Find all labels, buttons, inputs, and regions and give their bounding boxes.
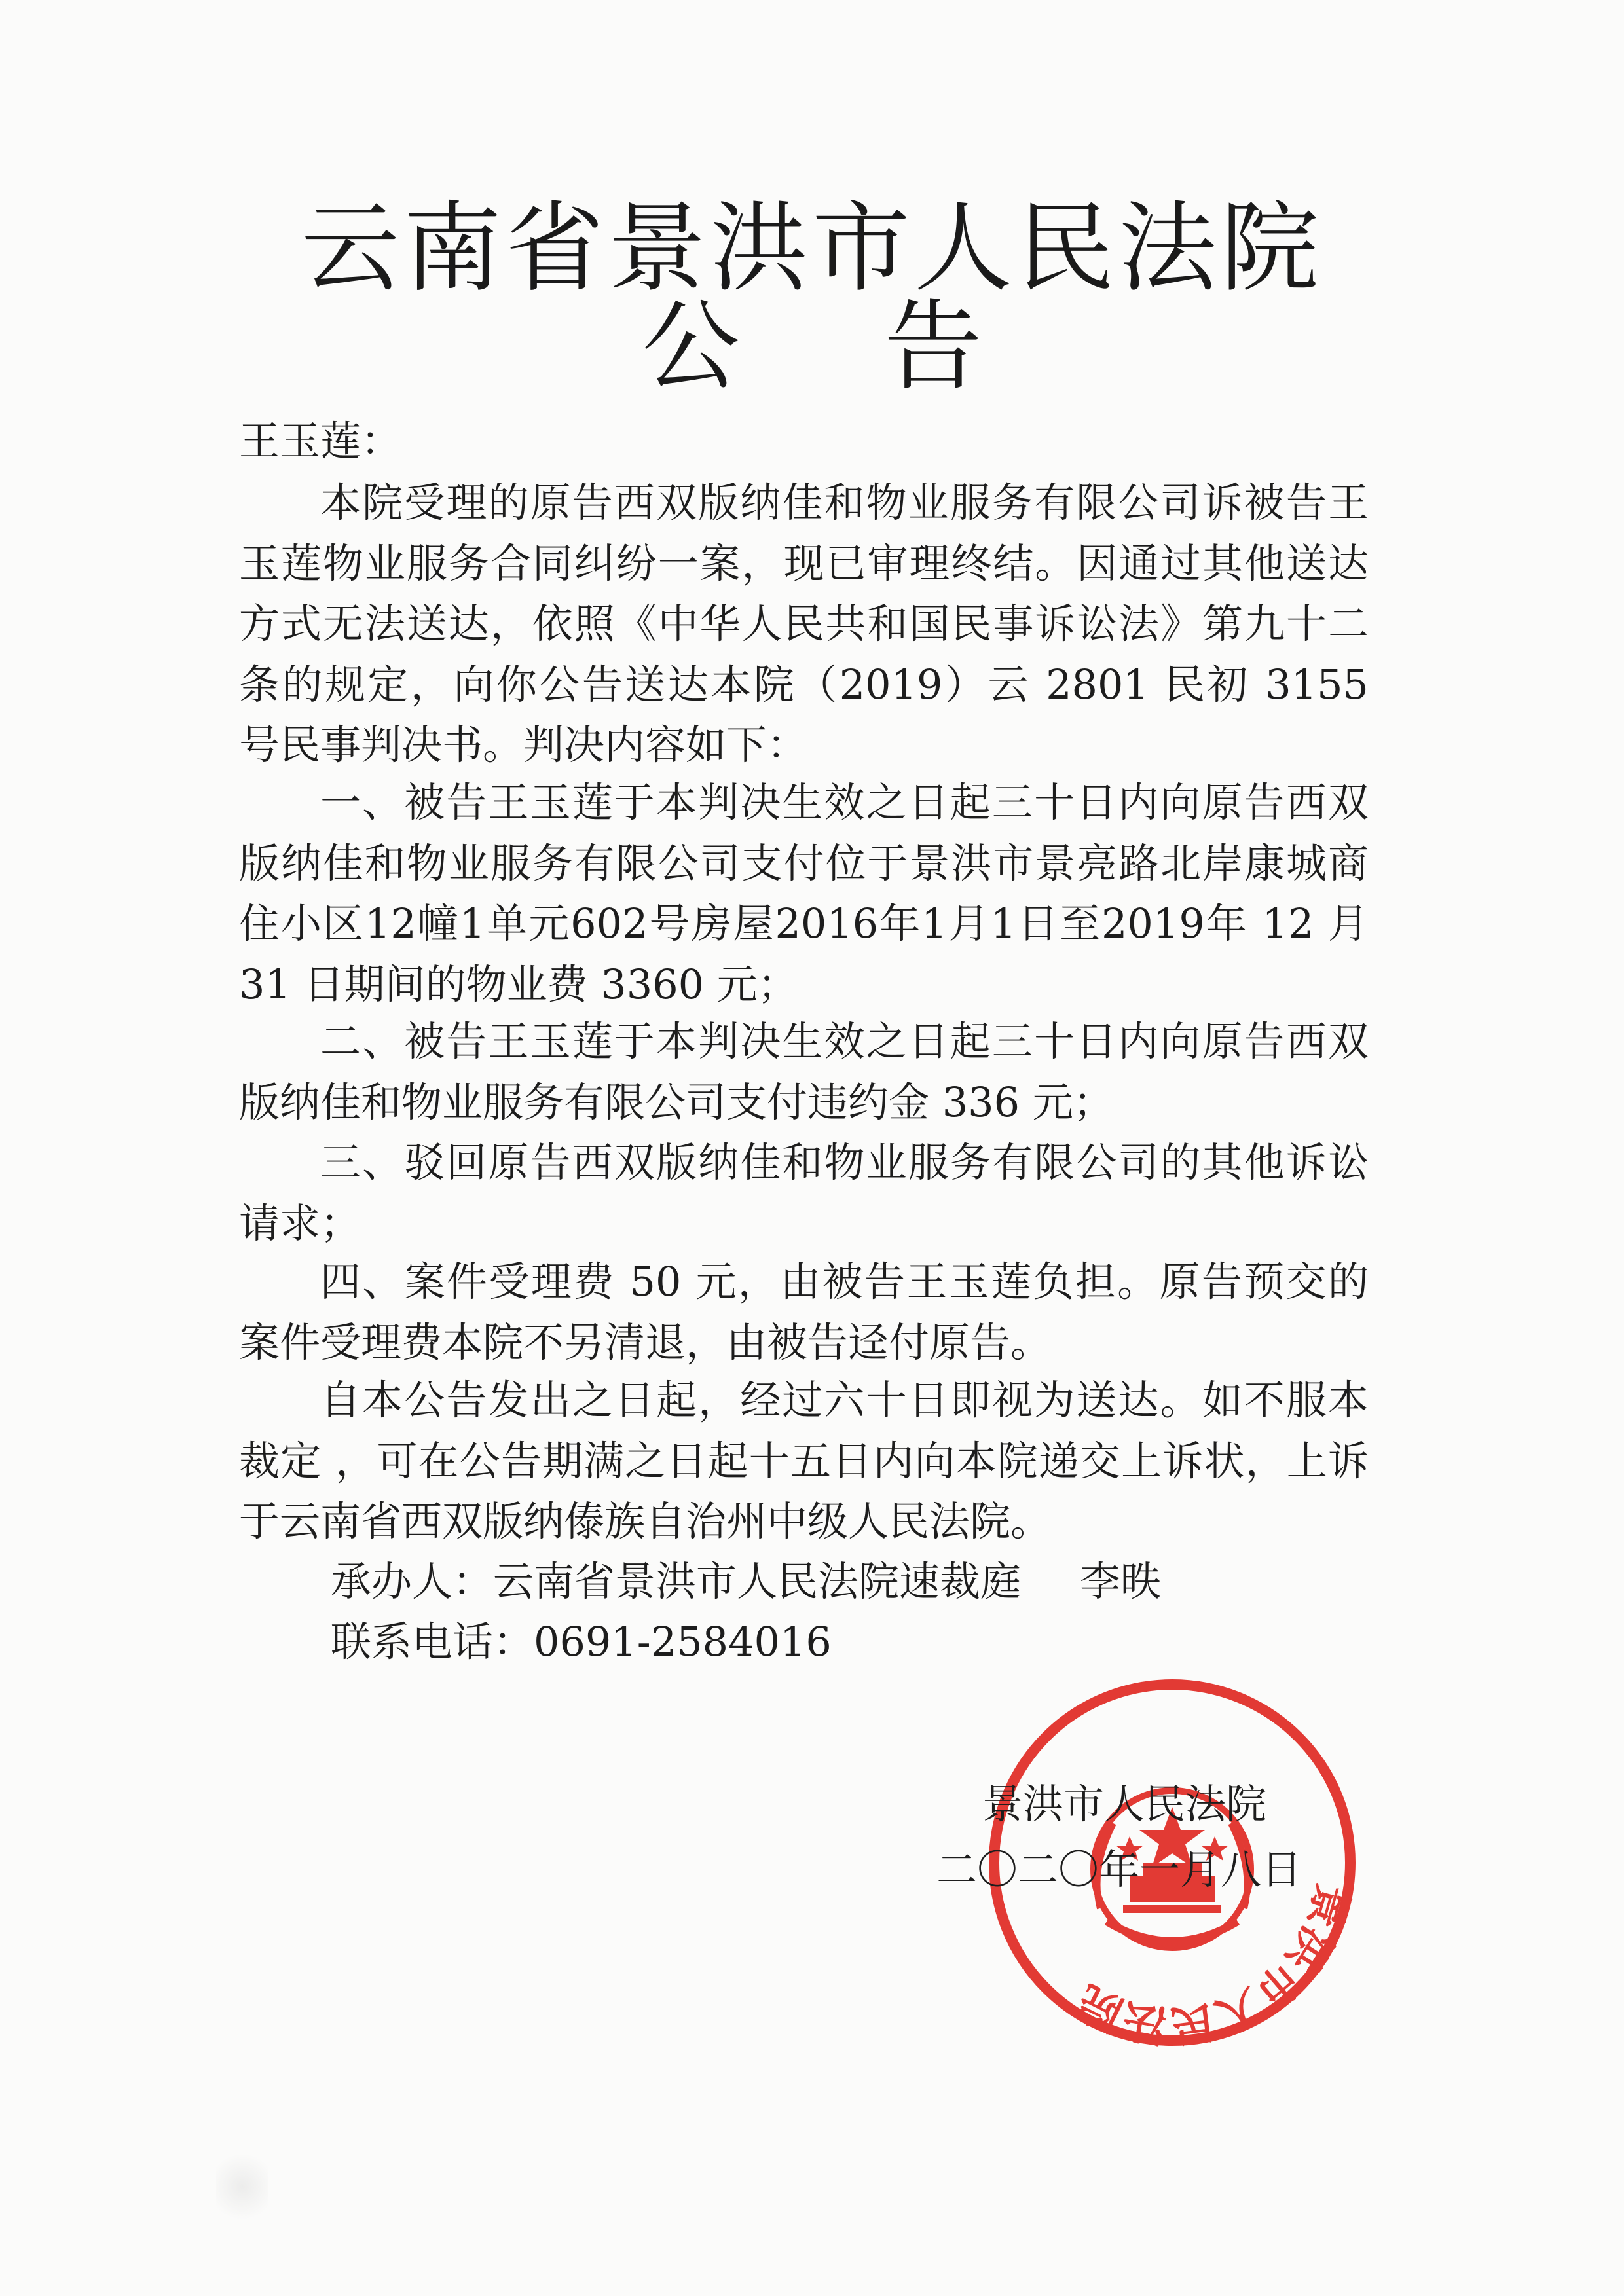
seal-court-name: 景洪市人民法院 — [1069, 1878, 1359, 2051]
phone-label: 联系电话： — [331, 1618, 534, 1666]
phone-number: 0691-2584016 — [534, 1618, 832, 1666]
seal-text — [1069, 1878, 1358, 2050]
paragraph-ruling-4: 四、案件受理费 50 元，由被告王玉莲负担。原告预交的案件受理费本院不另清退，由被告迳付原告。 — [239, 1258, 1369, 1366]
svg-text:景洪市人民法院 — [1069, 1878, 1358, 2050]
salutation: 王玉莲： — [239, 417, 402, 465]
phone-line — [331, 1612, 832, 1672]
scan-smudge — [216, 2147, 268, 2226]
handler-department: 云南省景洪市人民法院速裁庭 — [493, 1558, 1022, 1605]
handler-line — [331, 1552, 1161, 1612]
paragraph-intro: 本院受理的原告西双版纳佳和物业服务有限公司诉被告王玉莲物业服务合同纠纷一案，现已审理终结。因通过其他送达方式无法送达，依照《中华人民共和国民事诉讼法》第九十二条的规定，向你公告送达本院（2019）云 2801 民初 3155 号民事判决书。判决内容如下： — [239, 479, 1369, 769]
signature-court: 景洪市人民法院 — [982, 1780, 1267, 1828]
signature-date: 二〇二〇年一月八日 — [936, 1846, 1302, 1893]
court-title: 云南省景洪市人民法院 — [301, 192, 1323, 306]
paragraph-ruling-3: 三、驳回原告西双版纳佳和物业服务有限公司的其他诉讼请求； — [239, 1139, 1369, 1247]
paragraph-ruling-2: 二、被告王玉莲于本判决生效之日起三十日内向原告西双版纳佳和物业服务有限公司支付违约金 336 元； — [239, 1017, 1369, 1126]
handler-label: 承办人： — [331, 1558, 494, 1605]
paragraph-ruling-1: 一、被告王玉莲于本判决生效之日起三十日内向原告西双版纳佳和物业服务有限公司支付位于景洪市景亮路北岸康城商住小区12幢1单元602号房屋2016年1月1日至2019年 12 月 31 日期间的物业费 3360 元； — [239, 778, 1369, 1008]
paragraph-appeal: 自本公告发出之日起，经过六十日即视为送达。如不服本裁定 ，可在公告期满之日起十五日内向本院递交上诉状，上诉于云南省西双版纳傣族自治州中级人民法院。 — [239, 1376, 1369, 1545]
document-type-title: 公告 — [641, 290, 1126, 404]
handler-name: 李昳 — [1080, 1558, 1162, 1605]
